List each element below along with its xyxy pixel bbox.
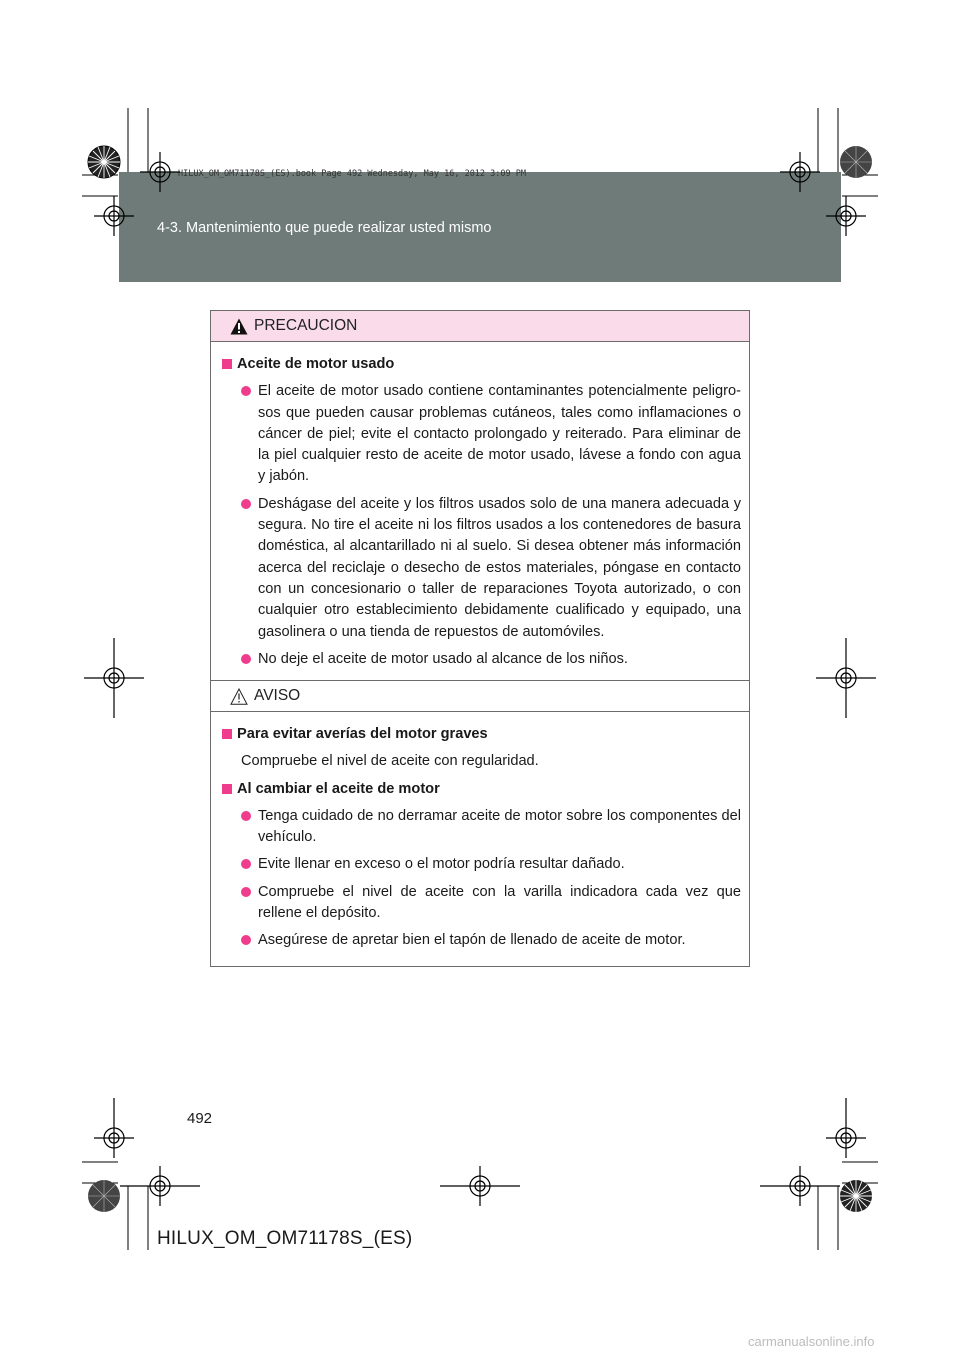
round-bullet-icon: [241, 499, 251, 509]
section-title: 4-3. Mantenimiento que puede realizar usted mismo: [157, 220, 492, 236]
notice-heading: [222, 779, 741, 800]
notice-heading-text: Al cambiar el aceite de motor: [237, 780, 440, 797]
registration-mark-icon: [826, 1098, 866, 1158]
registration-mark-icon: [94, 1098, 134, 1158]
watermark: carmanualsonline.info: [748, 1334, 875, 1349]
registration-mark-icon: [140, 152, 180, 192]
square-bullet-icon: [222, 729, 232, 739]
notice-title-bar: [211, 681, 749, 712]
round-bullet-icon: [241, 386, 251, 396]
notice-heading-text: Para evitar averías del motor graves: [237, 726, 488, 742]
round-bullet-icon: [241, 654, 251, 664]
notice-box: [210, 680, 750, 967]
caution-box: [210, 310, 750, 685]
list-item-text: Tenga cuidado de no derramar aceite de motor sobre los componentes del vehículo.: [258, 807, 741, 846]
radial-target-icon: [88, 146, 120, 178]
list-item-text: Deshágase del aceite y los filtros usados solo de una manera adecuada y segura. No tire el aceite ni los filtros usados a los contenedores de basura doméstica, al alcantarillado ni al suelo. Si desea obtener más información acerca del reciclaje o desecho de estos materiales, póngase en contacto con un concesionario o taller de reparaciones Toyota autorizado, o con cualquier otro establecimiento debidamente cualificado y equipado, una gasolinera o una tienda de repuestos de automóviles.: [258, 495, 741, 640]
list-item: [222, 930, 741, 951]
document-id-footer: HILUX_OM_OM71178S_(ES): [157, 1228, 413, 1249]
notice-heading: [222, 724, 741, 745]
registration-mark-icon: [826, 196, 866, 236]
list-item-text: Evite llenar en exceso o el motor podría resultar dañado.: [258, 856, 625, 873]
warning-triangle-icon: [230, 318, 248, 335]
round-bullet-icon: [241, 811, 251, 821]
list-item: [222, 806, 741, 849]
registration-mark-icon: [760, 1166, 840, 1206]
list-item: [222, 381, 741, 487]
registration-mark-icon: [120, 1166, 200, 1206]
registration-mark-icon: [84, 638, 144, 718]
list-item-text: No deje el aceite de motor usado al alcance de los niños.: [258, 650, 628, 667]
page-number: 492: [187, 1110, 213, 1127]
list-item: [222, 649, 741, 670]
list-item-text: Compruebe el nivel de aceite con la varilla indicadora cada vez que rellene el depósito.: [258, 883, 741, 922]
notice-paragraph: Compruebe el nivel de aceite con regularidad.: [241, 753, 539, 770]
radial-target-icon: [88, 1180, 120, 1212]
radial-target-icon: [840, 1180, 872, 1212]
caution-heading-text: Aceite de motor usado: [237, 356, 395, 372]
round-bullet-icon: [241, 887, 251, 897]
notice-body: [211, 712, 749, 966]
outline-warning-triangle-icon: [230, 688, 248, 705]
registration-mark-icon: [94, 196, 134, 236]
caution-title-bar: [211, 311, 749, 342]
caution-title: PRECAUCION: [254, 317, 358, 334]
radial-target-icon: [840, 146, 872, 178]
square-bullet-icon: [222, 359, 232, 369]
round-bullet-icon: [241, 859, 251, 869]
square-bullet-icon: [222, 784, 232, 794]
list-item: [222, 882, 741, 925]
caution-body: [211, 342, 749, 684]
registration-mark-icon: [780, 152, 820, 192]
registration-mark-icon: [816, 638, 876, 718]
registration-mark-icon: [440, 1166, 520, 1206]
list-item-text: Asegúrese de apretar bien el tapón de llenado de aceite de motor.: [258, 932, 686, 949]
file-slug: HILUX_OM_OM71178S_(ES).book Page 492 Wednesday, May 16, 2012 3:09 PM: [178, 169, 526, 179]
list-item-text: El aceite de motor usado contiene contaminantes potencialmente peligro-sos que pueden causar problemas cutáneos, tales como inflamaciones o cáncer de piel; evite el contacto prolongado y reiterado. Para eliminar de la piel cualquier resto de aceite de motor usado, lávese a fondo con agua y jabón.: [258, 383, 741, 485]
list-item: [222, 854, 741, 875]
list-item: [222, 494, 741, 643]
notice-title: AVISO: [254, 687, 301, 704]
round-bullet-icon: [241, 935, 251, 945]
caution-heading: [222, 354, 741, 375]
